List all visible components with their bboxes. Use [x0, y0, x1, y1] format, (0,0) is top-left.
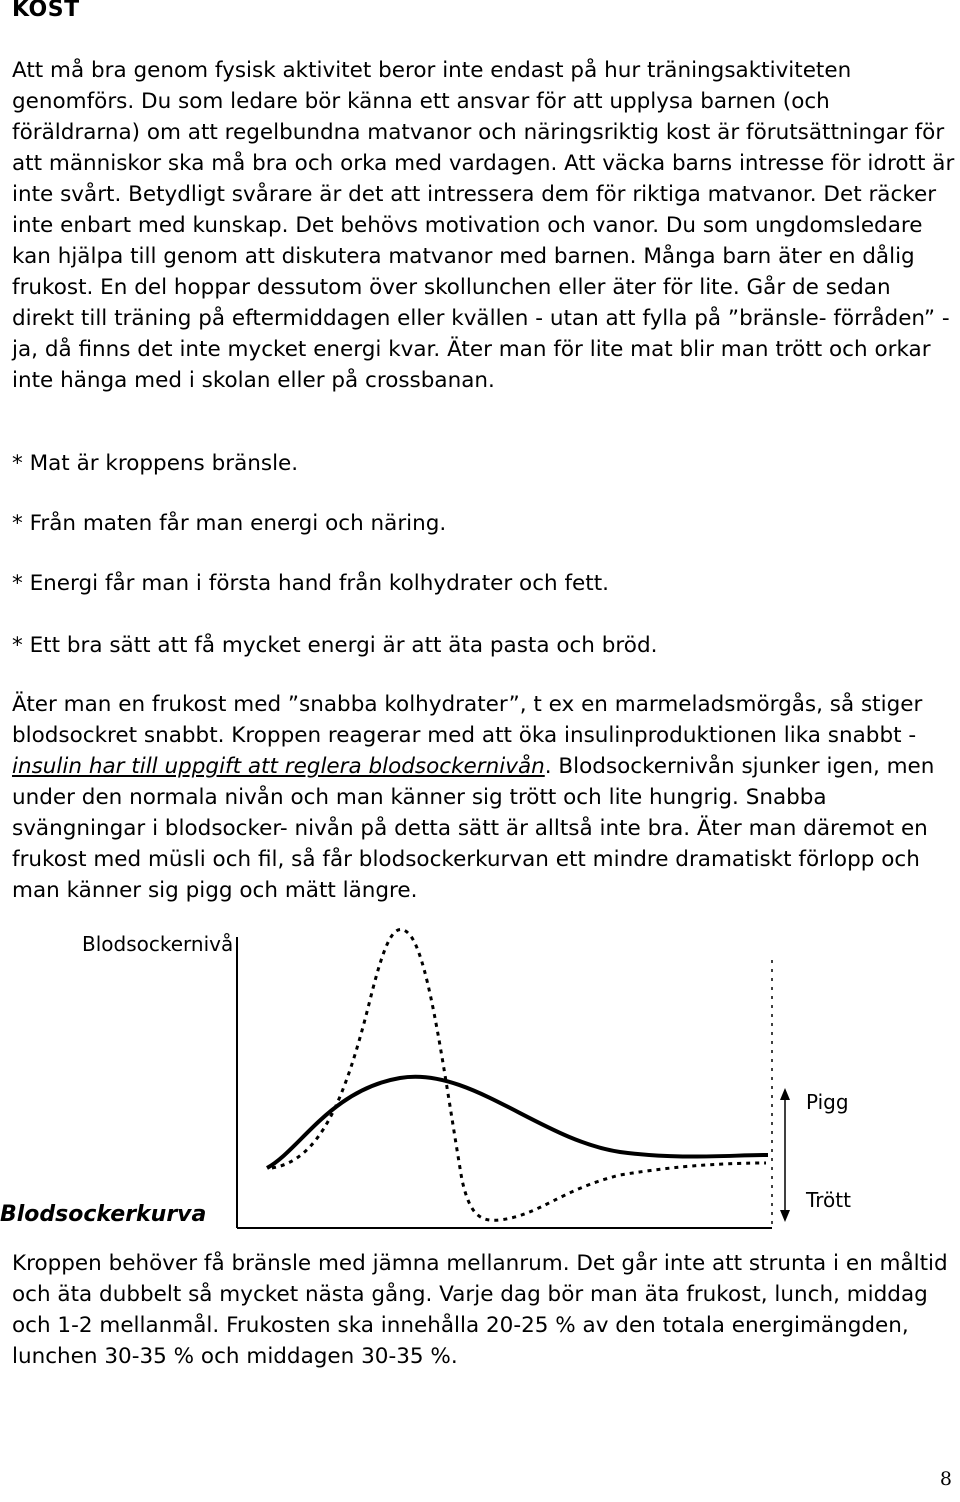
insulin-emphasis: insulin har till uppgift att reglera blodsockernivån: [12, 754, 545, 779]
bullet-item: * Mat är kroppens bränsle.: [12, 451, 299, 476]
page-number: 8: [939, 1468, 952, 1490]
arrow-down-icon: [780, 1210, 790, 1222]
bullet-item: * Energi får man i första hand från kolhydrater och fett.: [12, 571, 609, 596]
meals-paragraph: Kroppen behöver få bränsle med jämna mellanrum. Det går inte att strunta i en måltid och äta dubbelt så mycket nästa gång. Varje dag bör man äta frukost, lunch, middag och 1-2 mellanmål. Frukosten ska innehålla 20-25 % av den totala energimängden, lunchen 30-35 % och middagen 30-35 %.: [12, 1251, 948, 1369]
fast-carbs-curve: [272, 929, 766, 1220]
arrow-up-icon: [780, 1088, 790, 1100]
bullet-item: * Ett bra sätt att få mycket energi är att äta pasta och bröd.: [12, 633, 658, 658]
page-heading: KOST: [12, 0, 80, 22]
bullet-item: * Från maten får man energi och näring.: [12, 511, 447, 536]
breakfast-text-start: Äter man en frukost med ”snabba kolhydrater”, t ex en marmeladsmörgås, så stiger blodsockret snabbt. Kroppen reagerar med att öka insulinproduktionen lika snabbt -: [12, 692, 923, 748]
chart-label-trott: Trött: [806, 1188, 851, 1212]
intro-paragraph: Att må bra genom fysisk aktivitet beror inte endast på hur träningsaktiviteten genomförs. Du som ledare bör känna ett ansvar för att upplysa barnen (och föräldrarna) om att regelbundna matvanor och näringsriktig kost är förutsättningar för att människor ska må bra och orka med vardagen. Att väcka barns intresse för idrott är inte svårt. Betydligt svårare är det att intressera dem för riktiga matvanor. Det räcker inte enbart med kunskap. Det behövs motivation och vanor. Du som ungdomsledare kan hjälpa till genom att diskutera matvanor med barnen. Många barn äter en dålig frukost. En del hoppar dessutom över skollunchen eller äter för lite. Går de sedan direkt till träning på eftermiddagen eller kvällen - utan att fylla på ”bränsle- förråden” - ja, då finns det inte mycket energi kvar. Äter man för lite mat blir man trött och orkar inte hänga med i skolan eller på crossbanan.: [12, 58, 955, 393]
chart-y-label: Blodsockernivå: [82, 932, 234, 956]
chart-title: Blodsockerkurva: [0, 1202, 207, 1227]
chart-label-pigg: Pigg: [806, 1090, 849, 1114]
breakfast-text-end: . Blodsockernivån sjunker igen, men under den normala nivån och man känner sig trött och lite hungrig. Snabba svängningar i blodsocker- nivån på detta sätt är alltså inte bra. Äter man däremot en frukost med müsli och fil, så får blodsockerkurvan ett mindre dramatiskt förlopp och man känner sig pigg och mätt längre.: [12, 754, 935, 903]
